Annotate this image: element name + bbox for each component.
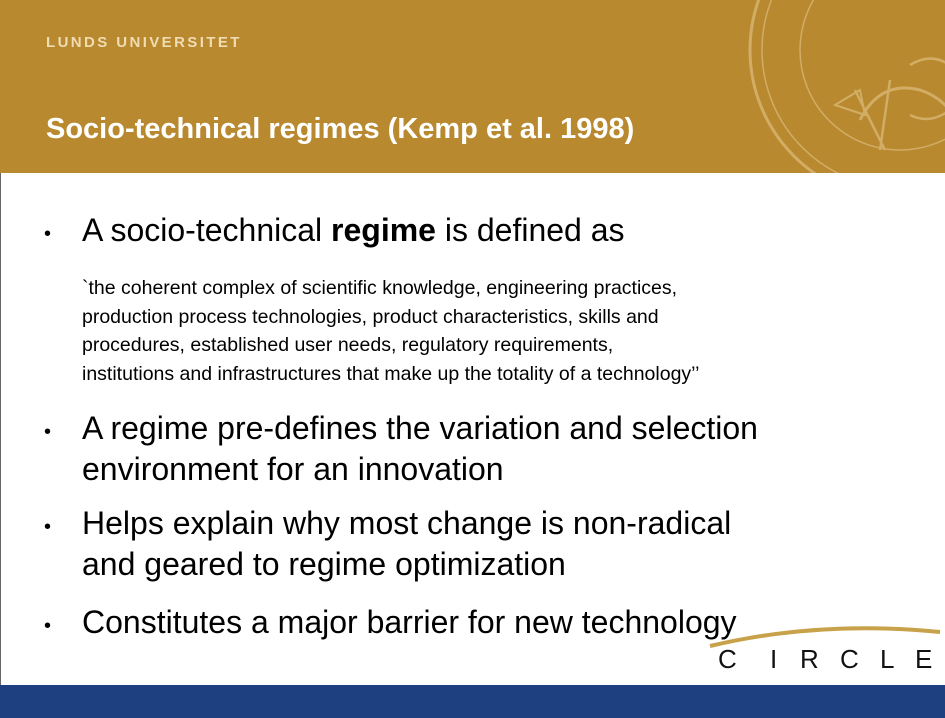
logo-letter-r: R bbox=[800, 644, 819, 674]
logo-swoosh bbox=[710, 628, 940, 646]
bullet-marker: • bbox=[44, 516, 52, 538]
logo-letter-l: L bbox=[880, 644, 895, 674]
logo-letter-c2: C bbox=[840, 644, 859, 674]
bullet-3-line-2: and geared to regime optimization bbox=[82, 546, 566, 582]
regime-definition-quote bbox=[82, 274, 882, 388]
bullet-1-post: is defined as bbox=[435, 212, 625, 248]
circle-logo bbox=[700, 610, 945, 685]
logo-letter-i: I bbox=[770, 644, 778, 674]
quote-line-1: `the coherent complex of scientific knowledge, engineering practices, bbox=[82, 277, 678, 299]
bullet-3 bbox=[82, 503, 731, 585]
bullet-1 bbox=[82, 210, 625, 251]
bullet-4: Constitutes a major barrier for new technology bbox=[82, 604, 737, 640]
logo-letter-c1: C bbox=[718, 644, 737, 674]
bullet-marker: • bbox=[44, 223, 52, 245]
slide-title: Socio-technical regimes (Kemp et al. 1998) bbox=[46, 113, 635, 145]
bullet-2 bbox=[82, 408, 758, 490]
bullet-2-line-1: A regime pre-defines the variation and selection bbox=[82, 410, 758, 446]
quote-line-3: procedures, established user needs, regulatory requirements, bbox=[82, 334, 614, 356]
footer-band bbox=[0, 685, 945, 718]
bullet-1-bold: regime bbox=[331, 212, 436, 248]
bullet-3-line-1: Helps explain why most change is non-radical bbox=[82, 505, 732, 541]
university-name: LUNDS UNIVERSITET bbox=[46, 34, 242, 51]
bullet-marker: • bbox=[44, 615, 52, 637]
bullet-1-pre: A socio-technical bbox=[82, 212, 332, 248]
quote-line-2: production process technologies, product characteristics, skills and bbox=[82, 305, 659, 328]
quote-line-4: institutions and infrastructures that make up the totality of a technology’’ bbox=[82, 362, 700, 385]
logo-letter-e: E bbox=[915, 644, 933, 674]
bullet-2-line-2: environment for an innovation bbox=[82, 451, 504, 487]
bullet-marker: • bbox=[44, 421, 52, 443]
